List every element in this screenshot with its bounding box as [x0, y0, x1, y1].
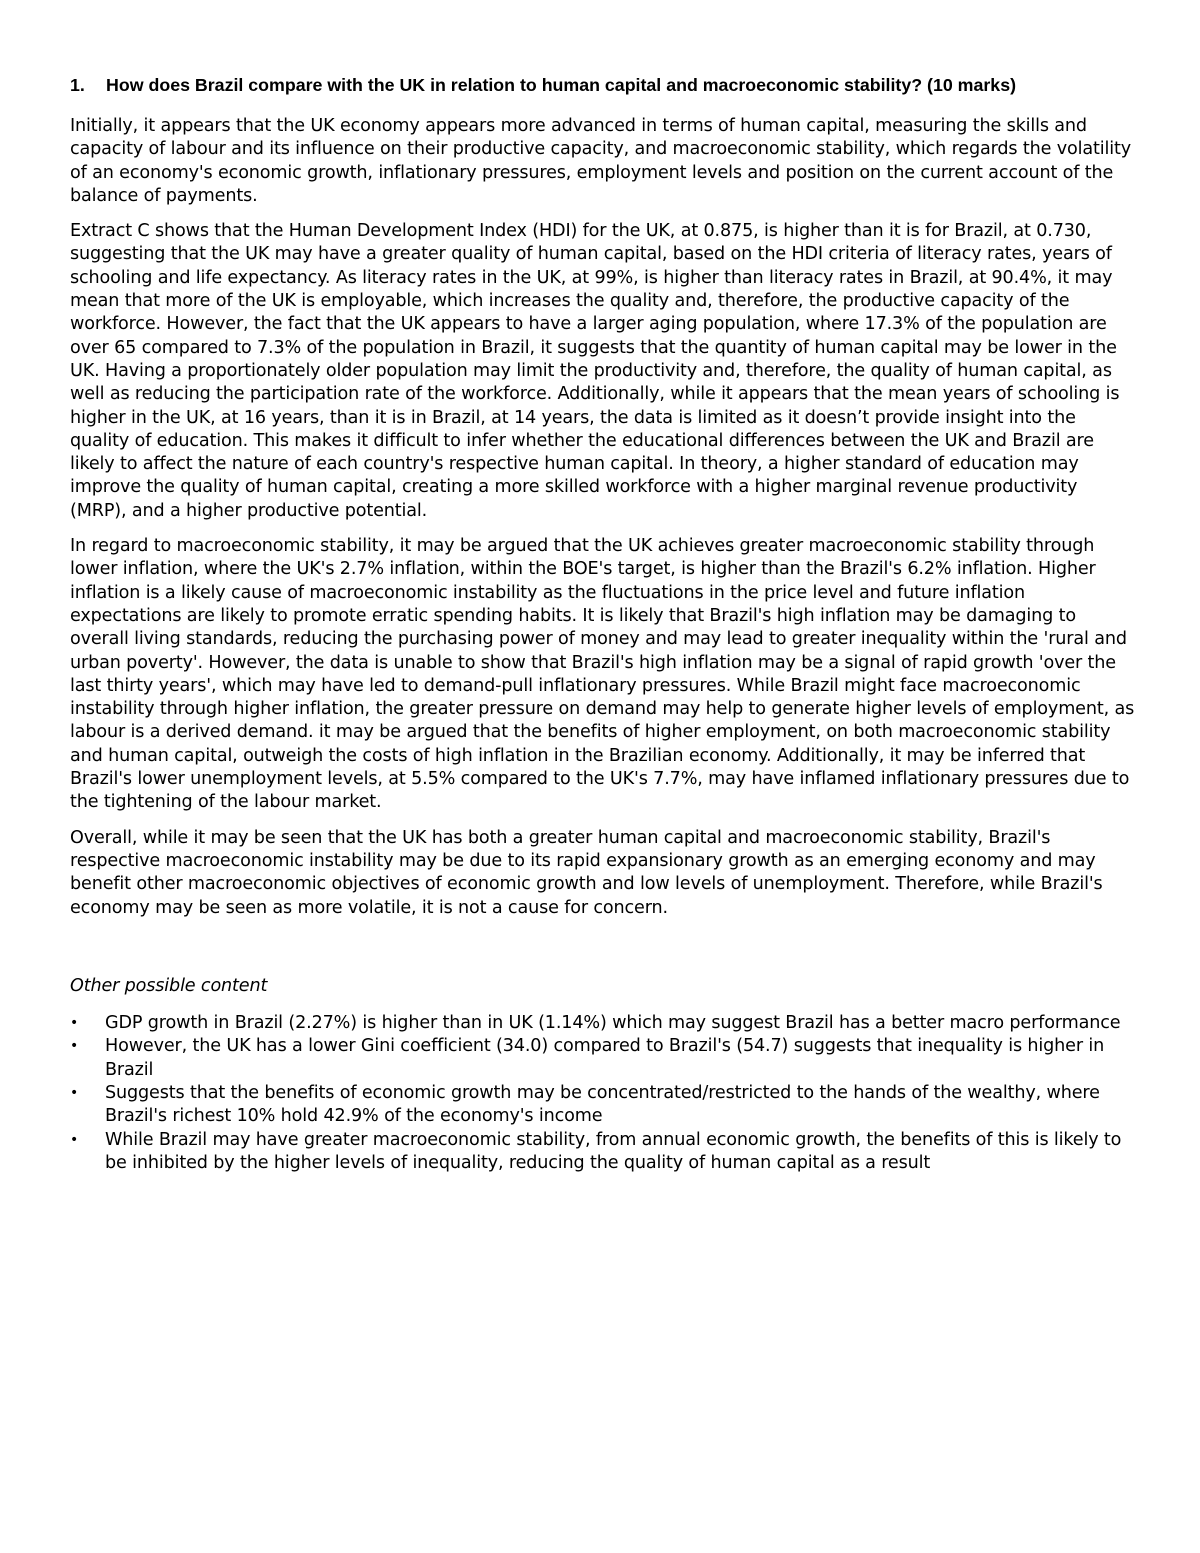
question-text: How does Brazil compare with the UK in relation to human capital and macroeconomic stability? (10 marks): [106, 75, 1017, 95]
list-item: [70, 1035, 1138, 1082]
paragraph-human-capital: Extract C shows that the Human Development Index (HDI) for the UK, at 0.875, is higher than it is for Brazil, at 0.730, suggesting that the UK may have a greater quality of human capital, based on the HDI criteria of literacy rates, years of schooling and life expectancy. As literacy rates in the UK, at 99%, is higher than literacy rates in Brazil, at 90.4%, it may mean that more of the UK is employable, which increases the quality and, therefore, the productive capacity of the workforce. However, the fact that the UK appears to have a larger aging population, where 17.3% of the population are over 65 compared to 7.3% of the population in Brazil, it suggests that the quantity of human capital may be lower in the UK. Having a proportionately older population may limit the productivity and, therefore, the quality of human capital, as well as reducing the participation rate of the workforce. Additionally, while it appears that the mean years of schooling is higher in the UK, at 16 years, than it is in Brazil, at 14 years, the data is limited as it doesn’t provide insight into the quality of education. This makes it difficult to infer whether the educational differences between the UK and Brazil are likely to affect the nature of each country's respective human capital. In theory, a higher standard of education may improve the quality of human capital, creating a more skilled workforce with a higher marginal revenue productivity (MRP), and a higher productive potential.: [70, 221, 1120, 521]
bullet-icon: •: [70, 1015, 79, 1032]
other-content-list: [70, 1012, 1138, 1175]
list-item: [70, 1129, 1138, 1176]
list-item-text: While Brazil may have greater macroeconomic stability, from annual economic growth, the benefits of this is likely to be inhibited by the higher levels of inequality, reducing the quality of human capital as a result: [105, 1129, 1122, 1173]
paragraph-intro: Initially, it appears that the UK economy appears more advanced in terms of human capital, measuring the skills and capacity of labour and its influence on their productive capacity, and macroeconomic stability, which regards the volatility of an economy's economic growth, inflationary pressures, employment levels and position on the current account of the balance of payments.: [70, 116, 1131, 206]
question-heading: [70, 74, 1138, 97]
section-spacer: [70, 932, 1138, 975]
document-page: [70, 74, 1138, 1175]
bullet-icon: •: [70, 1038, 79, 1055]
list-item-text: However, the UK has a lower Gini coefficient (34.0) compared to Brazil's (54.7) suggests that inequality is higher in Brazil: [105, 1036, 1105, 1080]
list-item-text: GDP growth in Brazil (2.27%) is higher than in UK (1.14%) which may suggest Brazil has a better macro performance: [105, 1013, 1121, 1034]
paragraph-macroeconomic-stability: In regard to macroeconomic stability, it may be argued that the UK achieves greater macroeconomic stability through lower inflation, where the UK's 2.7% inflation, within the BOE's target, is higher than the Brazil's 6.2% inflation. Higher inflation is a likely cause of macroeconomic instability as the fluctuations in the price level and future inflation expectations are likely to promote erratic spending habits. It is likely that Brazil's high inflation may be damaging to overall living standards, reducing the purchasing power of money and may lead to greater inequality within the 'rural and urban poverty'. However, the data is unable to show that Brazil's high inflation may be a signal of rapid growth 'over the last thirty years', which may have led to demand-pull inflationary pressures. While Brazil might face macroeconomic instability through higher inflation, the greater pressure on demand may help to generate higher levels of employment, as labour is a derived demand. it may be argued that the benefits of higher employment, on both macroeconomic stability and human capital, outweigh the costs of high inflation in the Brazilian economy. Additionally, it may be inferred that Brazil's lower unemployment levels, at 5.5% compared to the UK's 7.7%, may have inflamed inflationary pressures due to the tightening of the labour market.: [70, 536, 1135, 813]
list-item: [70, 1082, 1138, 1129]
question-number: 1.: [70, 75, 85, 95]
bullet-icon: •: [70, 1084, 79, 1101]
other-content-heading: Other possible content: [70, 975, 268, 996]
list-item-text: Suggests that the benefits of economic growth may be concentrated/restricted to the hands of the wealthy, where Brazil's richest 10% hold 42.9% of the economy's income: [105, 1082, 1100, 1127]
bullet-icon: •: [70, 1131, 79, 1148]
list-item: [70, 1012, 1138, 1035]
paragraph-conclusion: Overall, while it may be seen that the UK has both a greater human capital and macroeconomic stability, Brazil's respective macroeconomic instability may be due to its rapid expansionary growth as an emerging economy and may benefit other macroeconomic objectives of economic growth and low levels of unemployment. Therefore, while Brazil's economy may be seen as more volatile, it is not a cause for concern.: [70, 827, 1103, 918]
